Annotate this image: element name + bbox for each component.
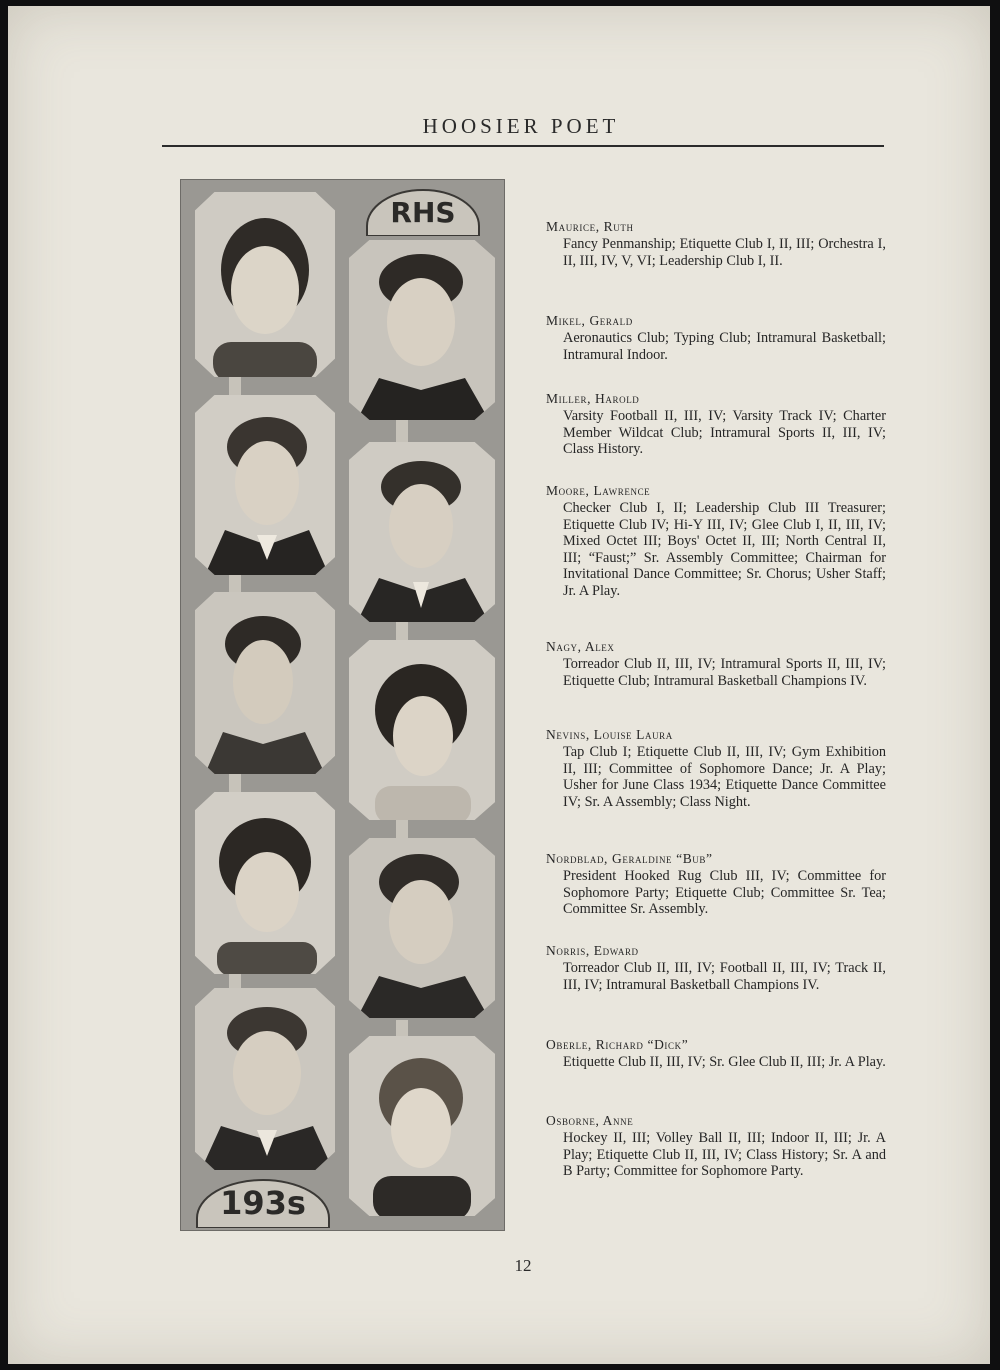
portrait-photo (349, 1036, 495, 1216)
portrait-image (195, 592, 335, 774)
senior-entry (546, 312, 886, 363)
senior-activities: President Hooked Rug Club III, IV; Committee for Sophomore Party; Etiquette Club; Committee Sr. Tea; Committee Sr. Assembly. (563, 868, 886, 917)
senior-activities: Tap Club I; Etiquette Club II, III, IV; Gym Exhibition II, III; Committee of Sophomore Dance; Jr. A Play; Usher for June Class 1934; Etiquette Dance Committee IV; Sr. A Assembly; Class Night. (563, 744, 886, 810)
header-rule (162, 145, 884, 147)
senior-activities: Varsity Football II, III, IV; Varsity Track IV; Charter Member Wildcat Club; Intramural Sports II, III, IV; Class History. (563, 408, 886, 457)
portrait-image (349, 838, 495, 1018)
senior-entry (546, 390, 886, 458)
rhs-emblem (363, 188, 483, 236)
senior-activities: Aeronautics Club; Typing Club; Intramural Basketball; Intramural Indoor. (563, 330, 886, 363)
portrait-photo (349, 240, 495, 420)
portrait-image (195, 988, 335, 1170)
senior-entry (546, 850, 886, 918)
senior-entry (546, 1112, 886, 1180)
senior-name: Oberle, Richard “Dick” (546, 1037, 689, 1052)
senior-entry (546, 942, 886, 993)
portrait-image (195, 192, 335, 377)
class-year-emblem (193, 1178, 333, 1228)
portrait-photo (195, 988, 335, 1170)
senior-name: Nevins, Louise Laura (546, 727, 673, 742)
senior-name: Norris, Edward (546, 943, 639, 958)
senior-entry (546, 482, 886, 599)
class-year-emblem-text: 193s (220, 1184, 306, 1222)
portrait-image (349, 442, 495, 622)
senior-entry (546, 218, 886, 269)
portrait-photo (195, 192, 335, 377)
senior-activities: Fancy Penmanship; Etiquette Club I, II, III; Orchestra I, II, III, IV, V, VI; Leadership Club I, II. (563, 236, 886, 269)
portrait-image (349, 1036, 495, 1216)
senior-activities: Hockey II, III; Volley Ball II, III; Indoor II, III; Jr. A Play; Etiquette Club II, III, IV; Class History; Sr. A and B Party; Committee for Sophomore Party. (563, 1130, 886, 1179)
senior-activities: Checker Club I, II; Leadership Club III Treasurer; Etiquette Club IV; Hi-Y III, IV; Glee Club I, II, III, IV; Mixed Octet III; Boys' Octet II, III; North Central II, III; “Faust;” Sr. Assembly Committee; Chairman for Invitational Dance Committee; Sr. Chorus; Usher Staff; Jr. A Play. (563, 500, 886, 599)
portrait-image (349, 640, 495, 820)
portrait-image (195, 792, 335, 974)
senior-entry (546, 726, 886, 810)
senior-name: Mikel, Gerald (546, 313, 633, 328)
senior-name: Osborne, Anne (546, 1113, 634, 1128)
running-head: HOOSIER POET (422, 114, 620, 138)
portrait-panel (180, 179, 505, 1231)
portrait-photo (195, 592, 335, 774)
portrait-image (195, 395, 335, 575)
senior-entry (546, 1036, 886, 1071)
senior-activities: Torreador Club II, III, IV; Intramural Sports II, III, IV; Etiquette Club; Intramural Basketball Champions IV. (563, 656, 886, 689)
senior-activities: Etiquette Club II, III, IV; Sr. Glee Club II, III; Jr. A Play. (563, 1054, 886, 1070)
portrait-photo (349, 442, 495, 622)
portrait-photo (195, 792, 335, 974)
page-number: 12 (514, 1256, 532, 1275)
portrait-photo (195, 395, 335, 575)
portrait-photo (349, 640, 495, 820)
senior-activities: Torreador Club II, III, IV; Football II, III, IV; Track II, III, IV; Intramural Basketball Champions IV. (563, 960, 886, 993)
senior-name: Nordblad, Geraldine “Bub” (546, 851, 713, 866)
senior-name: Maurice, Ruth (546, 219, 634, 234)
yearbook-page (8, 6, 990, 1364)
senior-name: Moore, Lawrence (546, 483, 651, 498)
portrait-image (349, 240, 495, 420)
portrait-photo (349, 838, 495, 1018)
senior-name: Miller, Harold (546, 391, 640, 406)
senior-entry (546, 638, 886, 689)
rhs-emblem-text: RHS (390, 196, 456, 229)
senior-name: Nagy, Alex (546, 639, 615, 654)
